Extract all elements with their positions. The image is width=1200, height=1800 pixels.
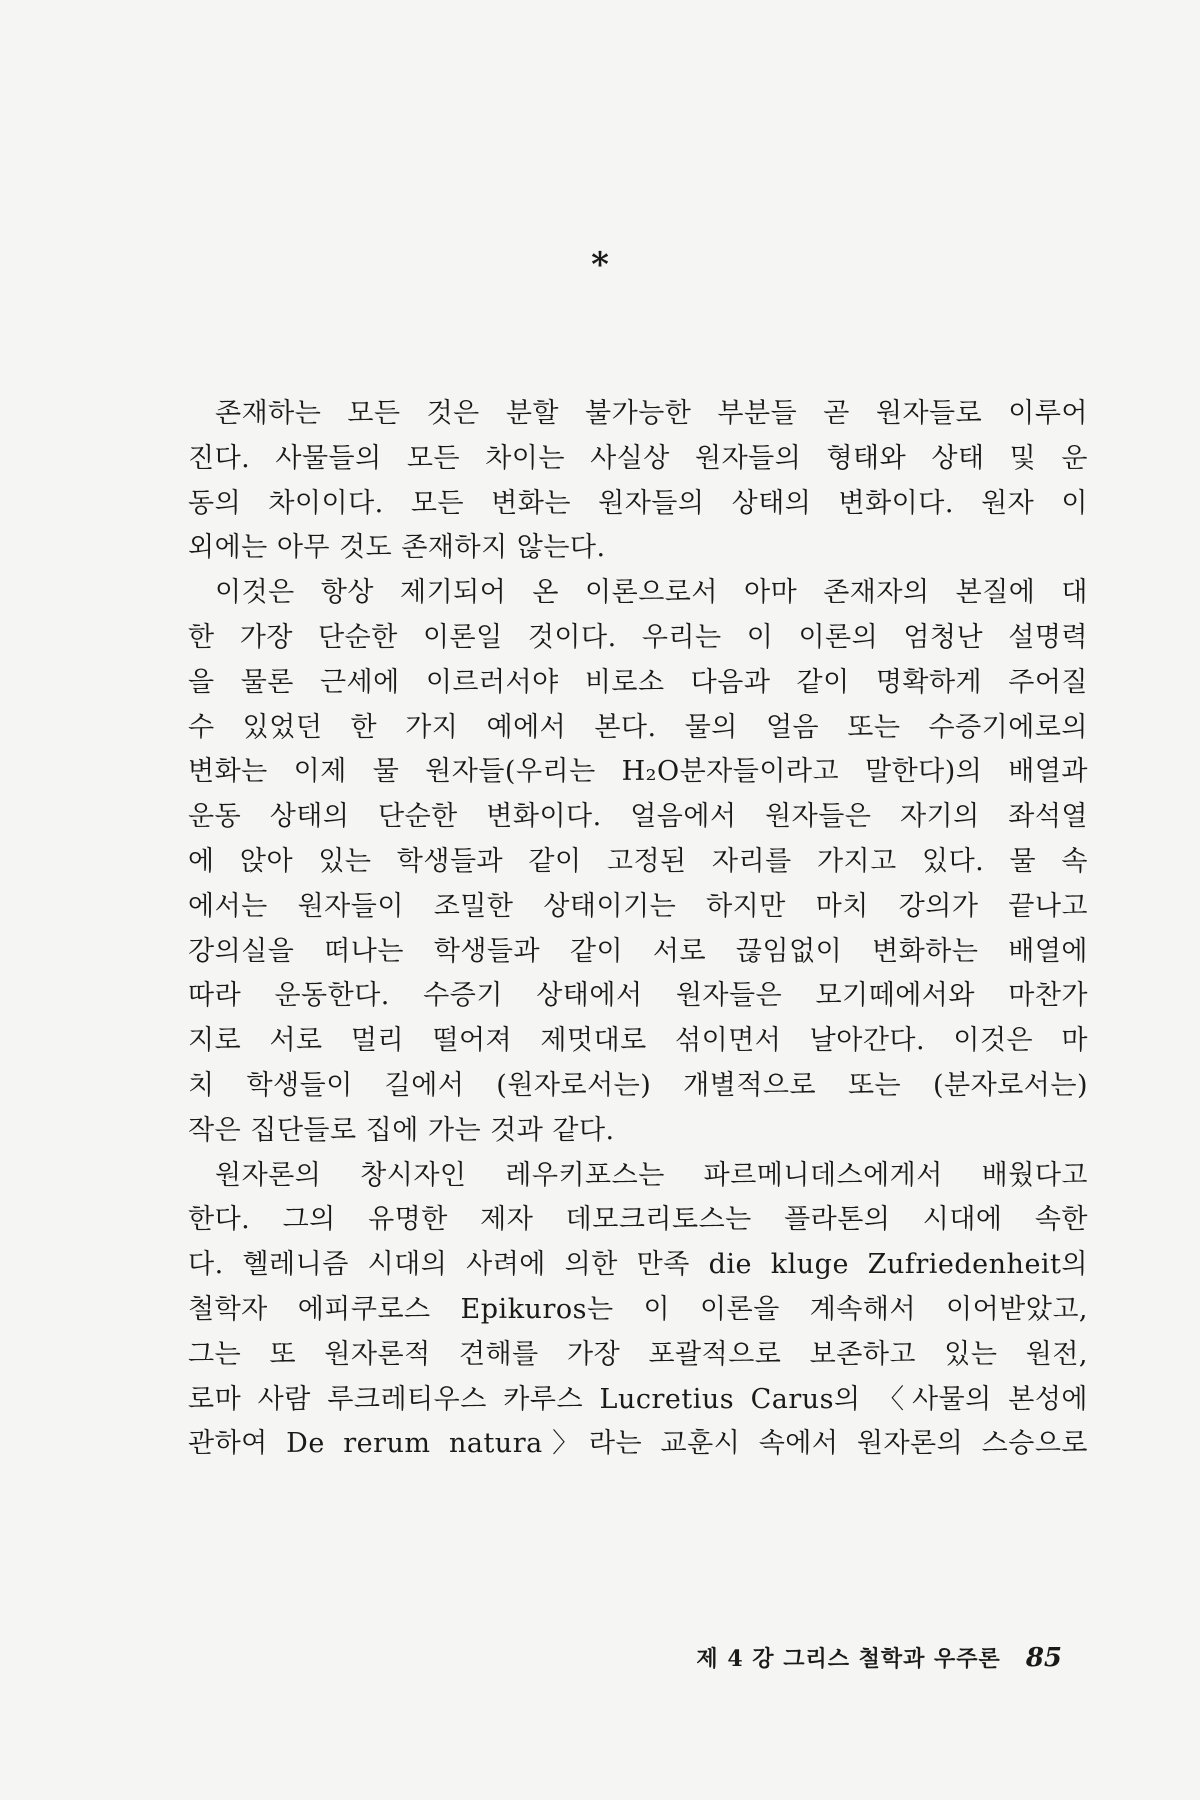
paragraph-3-line-6: 로마 사람 루크레티우스 카루스 Lucretius Carus의 〈사물의 본성에 <box>188 1383 1088 1415</box>
paragraph-2-line-12: 치 학생들이 길에서 (원자로서는) 개별적으로 또는 (분자로서는) <box>188 1069 1088 1101</box>
paragraph-3-line-7: 관하여 De rerum natura〉라는 교훈시 속에서 원자론의 스승으로 <box>188 1428 1088 1460</box>
paragraph-3-line-4: 철학자 에피쿠로스 Epikuros는 이 이론을 계속해서 이어받았고, <box>188 1293 1088 1325</box>
paragraph-1-line-1: 존재하는 모든 것은 분할 불가능한 부분들 곧 원자들로 이루어 <box>215 398 1088 429</box>
paragraph-1-line-2: 진다. 사물들의 모든 차이는 사실상 원자들의 형태와 상태 및 운 <box>188 442 1088 474</box>
paragraph-2-line-6: 운동 상태의 단순한 변화이다. 얼음에서 원자들은 자기의 좌석열 <box>188 801 1088 833</box>
paragraph-2-line-4: 수 있었던 한 가지 예에서 본다. 물의 얼음 또는 수증기에로의 <box>188 711 1088 743</box>
paragraph-2-line-13: 작은 집단들로 집에 가는 것과 같다. <box>188 1114 615 1146</box>
paragraph-2-line-5: 변화는 이제 물 원자들(우리는 H₂O분자들이라고 말한다)의 배열과 <box>188 756 1088 788</box>
page-number: 85 <box>1025 1643 1062 1673</box>
paragraph-3-line-5: 그는 또 원자론적 견해를 가장 포괄적으로 보존하고 있는 원전, <box>188 1338 1088 1370</box>
paragraph-2-line-7: 에 앉아 있는 학생들과 같이 고정된 자리를 가지고 있다. 물 속 <box>188 845 1088 877</box>
body-text <box>188 392 1088 1467</box>
paragraph-3-line-1: 원자론의 창시자인 레우키포스는 파르메니데스에게서 배웠다고 <box>215 1159 1088 1191</box>
running-head: 제 4 강 그리스 철학과 우주론 <box>696 1646 1001 1672</box>
paragraph-2-line-1: 이것은 항상 제기되어 온 이론으로서 아마 존재자의 본질에 대 <box>215 577 1088 609</box>
paragraph-2-line-10: 따라 운동한다. 수증기 상태에서 원자들은 모기떼에서와 마찬가 <box>188 980 1088 1012</box>
paragraph-2-line-8: 에서는 원자들이 조밀한 상태이기는 하지만 마치 강의가 끝나고 <box>188 890 1088 922</box>
paragraph-2-line-2: 한 가장 단순한 이론일 것이다. 우리는 이 이론의 엄청난 설명력 <box>188 621 1088 653</box>
paragraph-2-line-9: 강의실을 떠나는 학생들과 같이 서로 끊임없이 변화하는 배열에 <box>188 935 1088 967</box>
paragraph-1-line-3: 동의 차이이다. 모든 변화는 원자들의 상태의 변화이다. 원자 이 <box>188 487 1088 519</box>
paragraph-1-line-4: 외에는 아무 것도 존재하지 않는다. <box>188 532 606 564</box>
page-footer <box>0 1638 1062 1680</box>
paragraph-2-line-11: 지로 서로 멀리 떨어져 제멋대로 섞이면서 날아간다. 이것은 마 <box>188 1025 1088 1057</box>
paragraph-3-line-3: 다. 헬레니즘 시대의 사려에 의한 만족 die kluge Zufriedenheit의 <box>188 1249 1088 1281</box>
paragraph-2-line-3: 을 물론 근세에 이르러서야 비로소 다음과 같이 명확하게 주어질 <box>188 666 1088 698</box>
paragraph-3-line-2: 한다. 그의 유명한 제자 데모크리토스는 플라톤의 시대에 속한 <box>188 1204 1088 1236</box>
section-separator: * <box>591 245 609 285</box>
